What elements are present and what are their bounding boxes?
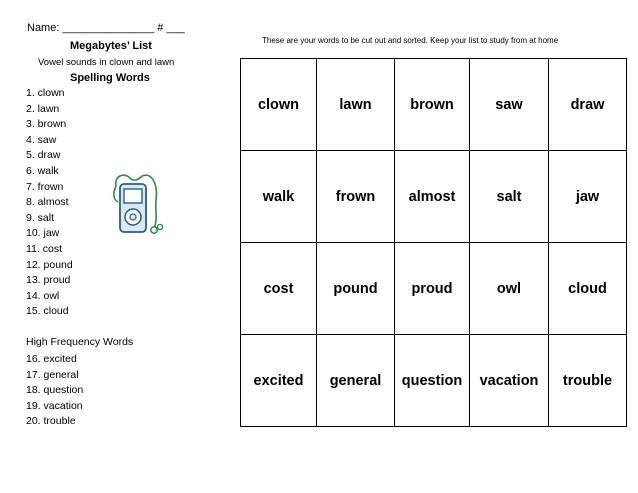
- list-item: 6. walk: [26, 164, 59, 177]
- name-line: Name: _______________ # ___: [27, 22, 185, 34]
- word-card: trouble: [549, 335, 627, 427]
- word-card: general: [317, 335, 395, 427]
- list-item: 19. vacation: [26, 399, 83, 412]
- table-row: [241, 59, 627, 151]
- word-card: jaw: [549, 151, 627, 243]
- list-item: 3. brown: [26, 118, 67, 131]
- table-row: [241, 151, 627, 243]
- list-item: 7. frown: [26, 180, 64, 193]
- spelling-word-list: [26, 86, 73, 320]
- word-card: brown: [395, 59, 470, 151]
- high-frequency-heading: High Frequency Words: [26, 336, 134, 348]
- cut-out-instructions: These are your words to be cut out and sorted. Keep your list to study from at home: [262, 36, 559, 45]
- list-item: 8. almost: [26, 196, 69, 209]
- word-card: lawn: [317, 59, 395, 151]
- word-card: proud: [395, 243, 470, 335]
- word-card: clown: [241, 59, 317, 151]
- word-card: frown: [317, 151, 395, 243]
- word-card: question: [395, 335, 470, 427]
- list-item: 14. owl: [26, 289, 60, 302]
- word-card-grid: [240, 58, 627, 427]
- table-row: [241, 335, 627, 427]
- list-item: 17. general: [26, 368, 79, 381]
- word-card: excited: [241, 335, 317, 427]
- high-frequency-list: [26, 352, 83, 430]
- list-title: Megabytes’ List: [70, 40, 152, 52]
- list-item: 9. salt: [26, 211, 55, 224]
- list-item: 11. cost: [26, 242, 62, 255]
- mp3-player-icon: [108, 170, 164, 238]
- table-row: [241, 243, 627, 335]
- list-item: 13. proud: [26, 274, 71, 287]
- list-item: 20. trouble: [26, 415, 76, 428]
- word-card: salt: [470, 151, 549, 243]
- word-card: pound: [317, 243, 395, 335]
- list-item: 18. question: [26, 384, 84, 397]
- list-item: 5. draw: [26, 149, 61, 162]
- list-item: 16. excited: [26, 353, 77, 365]
- list-item: 15. cloud: [26, 305, 69, 318]
- word-card: owl: [470, 243, 549, 335]
- list-item: 2. lawn: [26, 102, 60, 115]
- word-card: draw: [549, 59, 627, 151]
- list-item: 1. clown: [26, 87, 65, 99]
- word-card: saw: [470, 59, 549, 151]
- list-item: 4. saw: [26, 133, 57, 146]
- word-card: walk: [241, 151, 317, 243]
- word-card: almost: [395, 151, 470, 243]
- list-subtitle: Vowel sounds in clown and lawn: [38, 57, 175, 68]
- word-card: cost: [241, 243, 317, 335]
- list-item: 12. pound: [26, 258, 73, 271]
- spelling-words-heading: Spelling Words: [70, 72, 150, 84]
- list-item: 10. jaw: [26, 227, 60, 240]
- word-card: cloud: [549, 243, 627, 335]
- word-card: vacation: [470, 335, 549, 427]
